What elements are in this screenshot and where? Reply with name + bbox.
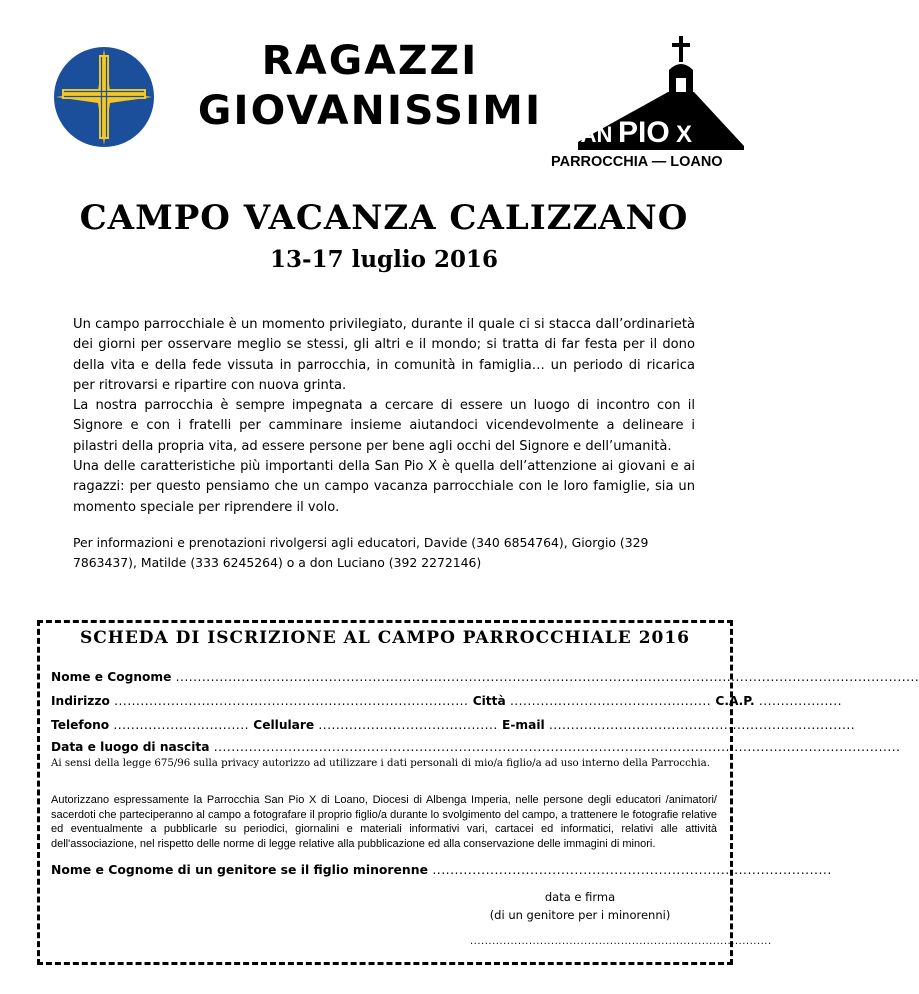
group-title-line1: RAGAZZI: [261, 38, 479, 84]
city-label: Città: [472, 694, 506, 708]
mobile-field[interactable]: .........................................: [318, 718, 498, 732]
camp-dates: 13-17 luglio 2016: [270, 246, 498, 273]
parent-name-label: Nome e Cognome di un genitore se il figlio minorenne: [51, 862, 428, 877]
parish-logo-x: X: [676, 121, 693, 148]
phone-row: [51, 718, 856, 732]
phone-field[interactable]: ...............................: [113, 718, 249, 732]
address-label: Indirizzo: [51, 694, 110, 708]
parish-logo-pio: PIO: [618, 116, 670, 149]
parish-logo-subtitle: PARROCCHIA — LOANO: [551, 154, 723, 170]
intro-paragraph: La nostra parrocchia è sempre impegnata a cercare di essere un luogo di incontro con il Signore e con i fratelli per camminare insieme aiutandoci vicendevolmente a delineare i pilastri della propria vita, ad essere persone per bene agli occhi del Signore e dell’umanità.: [73, 398, 695, 454]
cap-field[interactable]: ...................: [758, 694, 842, 708]
form-title: SCHEDA DI ISCRIZIONE AL CAMPO PARROCCHIALE 2016: [79, 628, 691, 648]
city-field[interactable]: ..............................................: [509, 694, 712, 708]
authorization-text: Autorizzano espressamente la Parrocchia San Pio X di Loano, Diocesi di Albenga Imperia, nelle persone degli educatori /animatori/ sacerdoti che parteciperanno al campo a fotografare il proprio figlio/a durante lo svolgimento del campo, a trattenere le fotografie relative ed eventualmente a pubblicarle su periodici, giornalini e materiali informativi vari, cartacei ed informatici, relativi alle attività dell'associazione, nel rispetto delle norme di legge relative alla pubblicazione ed alla conservazione delle immagini di minori.: [51, 794, 717, 850]
birth-label: Data e luogo di nascita: [51, 740, 210, 754]
contacts-text: Per informazioni e prenotazioni rivolgersi agli educatori, Davide (340 6854764), Giorgio (329 7863437), Matilde (333 6245264) o a don Luciano (392 2272146): [73, 535, 649, 570]
email-field[interactable]: ......................................................................: [548, 718, 856, 732]
parish-logo: [548, 34, 748, 174]
cap-label: C.A.P.: [715, 694, 755, 708]
signature-label-line1: data e firma: [544, 890, 616, 904]
parish-logo-san: SAN: [566, 122, 613, 147]
page-title: CAMPO VACANZA CALIZZANO: [79, 198, 689, 238]
mobile-label: Cellulare: [253, 718, 315, 732]
birth-field[interactable]: Data e luogo di nascita .............................................................................................................................................................: [51, 740, 901, 754]
group-title-line2: GIOVANISSIMI: [197, 88, 543, 134]
group-title: [197, 36, 543, 136]
signature-field[interactable]: ..................................................................................: [470, 936, 772, 947]
email-label: E-mail: [502, 718, 545, 732]
name-label: Nome e Cognome: [51, 670, 172, 684]
privacy-text: Ai sensi della legge 675/96 sulla privacy autorizzo ad utilizzare i dati personali di mio/a figlio/a ad uso interno della Parrocchia.: [51, 758, 710, 769]
intro-text: [73, 315, 695, 518]
phone-label: Telefono: [51, 718, 110, 732]
intro-paragraph: Un campo parrocchiale è un momento privilegiato, durante il quale ci si stacca dall’ordinarietà dei giorni per osservare meglio se stessi, gli altri e il mondo; si tratta di far festa per il dono della vita e della fede vissuta in parrocchia, in comunità in famiglia… un periodo di ricarica per ritrovarsi e ripartire con nuova grinta.: [73, 317, 695, 393]
intro-paragraph: Una delle caratteristiche più importanti della San Pio X è quella dell’attenzione ai giovani e ai ragazzi: per questo pensiamo che un campo vacanza parrocchiale con le loro famiglie, sia un momento speciale per riprendere il volo.: [73, 459, 695, 515]
address-row: [51, 694, 842, 708]
azione-cattolica-logo-icon: [52, 45, 156, 149]
parent-name-field[interactable]: Nome e Cognome di un genitore se il figlio minorenne ..........................................................................................: [51, 862, 832, 877]
name-field[interactable]: Nome e Cognome ..........................................................................................................................................................................: [51, 670, 919, 684]
address-field[interactable]: .................................................................................: [114, 694, 469, 708]
signature-label: [480, 888, 680, 924]
signature-label-line2: (di un genitore per i minorenni): [489, 908, 671, 922]
